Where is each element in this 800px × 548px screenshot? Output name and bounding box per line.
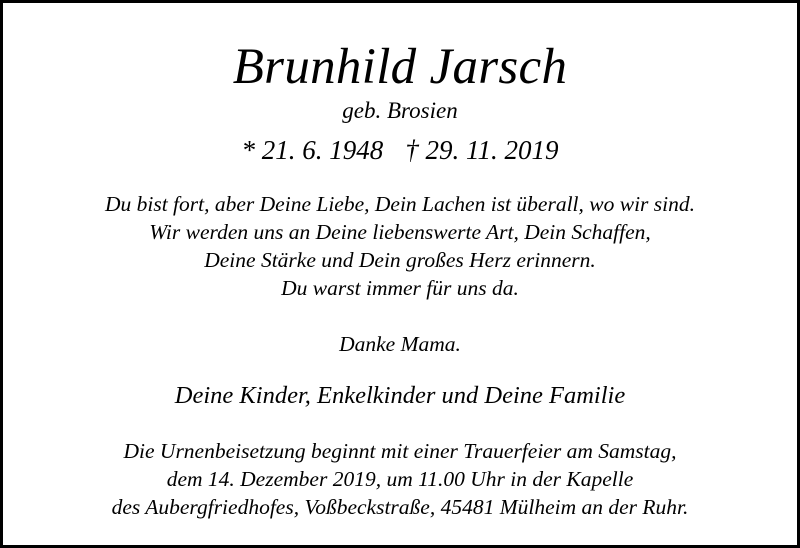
funeral-details-line: Die Urnenbeisetzung beginnt mit einer Trauerfeier am Samstag, — [123, 439, 677, 463]
memorial-text-line: Deine Stärke und Dein großes Herz erinnern. — [204, 248, 596, 272]
memorial-text-line: Wir werden uns an Deine liebenswerte Art, Dein Schaffen, — [149, 220, 651, 244]
memorial-text — [3, 190, 797, 302]
funeral-details — [3, 437, 797, 521]
thanks-line: Danke Mama. — [339, 332, 461, 356]
mourners-line: Deine Kinder, Enkelkinder und Deine Familie — [174, 382, 626, 409]
life-dates — [3, 134, 797, 166]
memorial-text-line: Du bist fort, aber Deine Liebe, Dein Lachen ist überall, wo wir sind. — [104, 192, 696, 216]
maiden-name: geb. Brosien — [342, 98, 458, 123]
memorial-text-line: Du warst immer für uns da. — [281, 276, 519, 300]
death-date: † 29. 11. 2019 — [405, 135, 559, 165]
deceased-name: Brunhild Jarsch — [232, 39, 568, 95]
funeral-details-line: des Aubergfriedhofes, Voßbeckstraße, 45481 Mülheim an der Ruhr. — [111, 495, 689, 519]
birth-date: * 21. 6. 1948 — [241, 135, 384, 165]
funeral-details-line: dem 14. Dezember 2019, um 11.00 Uhr in der Kapelle — [166, 467, 634, 491]
